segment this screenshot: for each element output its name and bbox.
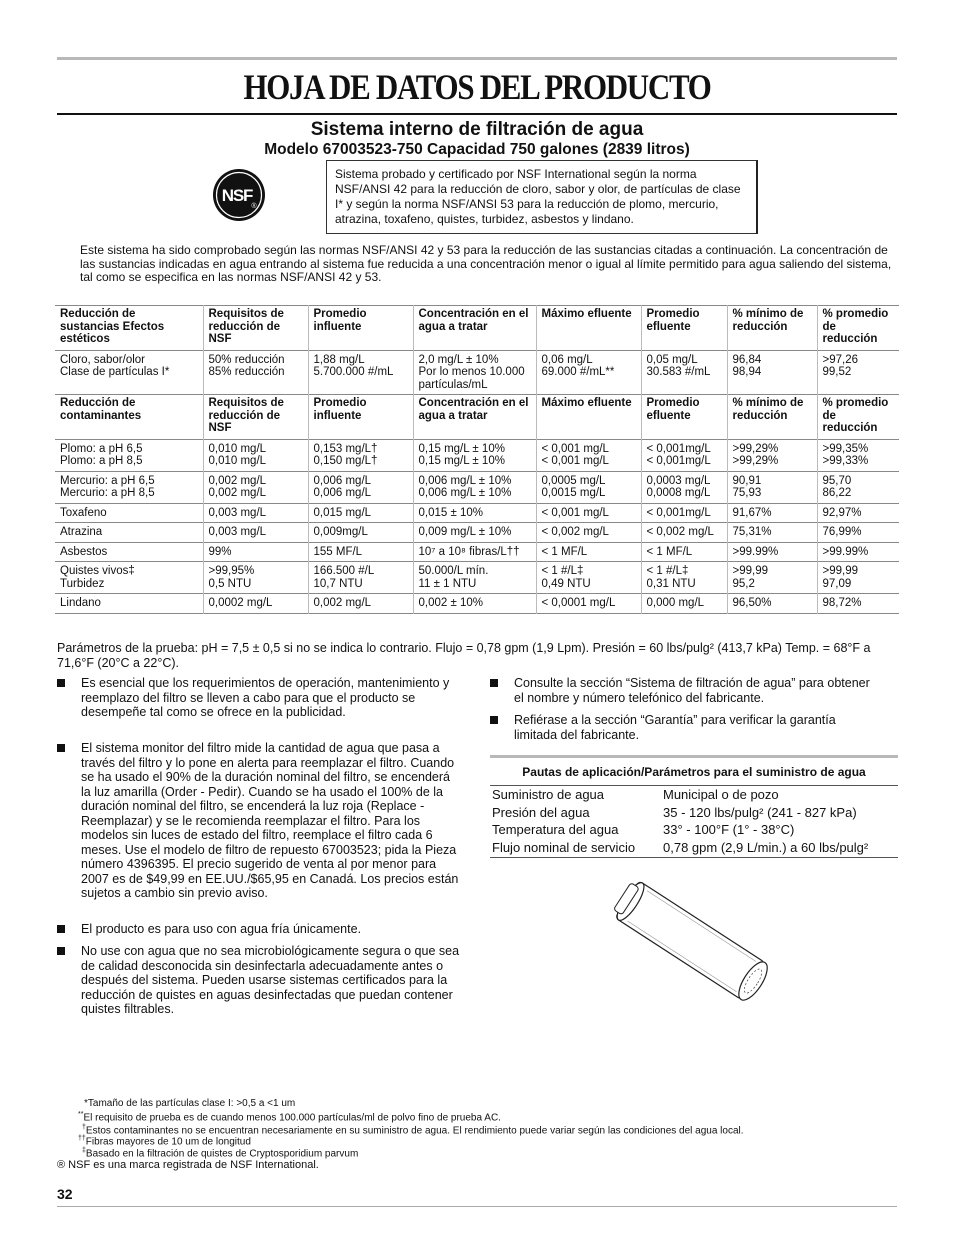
certification-box: Sistema probado y certificado por NSF International según la norma NSF/ANSI 42 para la reducción de cloro, sabor y olor, de partículas de clase I* y según la norma NSF/ANSI 53 para la reducción de plomo, mercurio, atrazina, toxafeno, quistes, turbidez, asbestos y lindano.: [326, 160, 758, 234]
table-row: [55, 523, 899, 543]
list-item-text: No use con agua que no sea microbiológicamente segura o que sea de calidad desconocida sin desinfectarla adecuadamente antes o después del sistema. Pueden usarse sistemas certificados para la reducción de quistes en aguas desinfectadas que puedan contener quistes filtrables.: [81, 944, 460, 1016]
bullet-square: [57, 947, 65, 955]
table-cell: 91,67%: [727, 503, 817, 523]
table-cell: 92,97%: [822, 506, 862, 519]
bullet-square: [57, 925, 65, 933]
table-header-cell: % promedio de reducción: [822, 397, 889, 434]
table-header-row: [55, 306, 899, 351]
footnote-4: ††Fibras mayores de 10 um de longitud: [78, 1135, 251, 1148]
section-subtitle: Sistema interno de filtración de agua: [310, 119, 644, 140]
table-cell: 0,006 mg/L ± 10% 0,006 mg/L ± 10%: [413, 471, 536, 503]
list-item: [57, 676, 462, 720]
table-row: [55, 350, 899, 395]
table-row: [55, 562, 899, 594]
table-cell: 95,70 86,22: [822, 474, 852, 499]
spec-top-rule: [490, 755, 898, 758]
table-cell: 75,31%: [727, 523, 817, 543]
top-rule: [57, 57, 897, 60]
spec-row: [492, 787, 779, 802]
table-cell: >99,99 95,2: [727, 562, 817, 594]
table-row: [55, 542, 899, 562]
table-cell: 2,0 mg/L ± 10% Por lo menos 10.000 partículas/mL: [413, 350, 536, 395]
filter-cartridge-illustration: [606, 874, 786, 1014]
performance-table: [55, 305, 899, 614]
table-cell: 0,002 mg/L 0,002 mg/L: [203, 471, 308, 503]
table-cell: 0,003 mg/L: [203, 503, 308, 523]
table-header-cell: % mínimo de reducción: [727, 395, 817, 440]
spec-label: Flujo nominal de servicio: [492, 839, 636, 855]
table-cell: 0,009 mg/L ± 10%: [413, 523, 536, 543]
table-cell: 0,06 mg/L 69.000 #/mL**: [536, 350, 641, 395]
table-cell: < 0,001 mg/L: [536, 503, 641, 523]
table-cell: >99.99%: [727, 542, 817, 562]
table-header-cell: Promedio influente: [308, 395, 413, 440]
spec-label: Presión del agua: [492, 804, 590, 820]
table-cell: 0,015 mg/L: [308, 503, 413, 523]
table-header-cell: Concentración en el agua a tratar: [413, 306, 536, 351]
table-header-cell: Reducción de sustancias Efectos estéticos: [55, 306, 203, 351]
table-cell: 155 MF/L: [308, 542, 413, 562]
table-cell: < 0,002 mg/L: [536, 523, 641, 543]
list-item-text: Consulte la sección “Sistema de filtración de agua” para obtener el nombre y número telefónico del fabricante.: [514, 676, 870, 705]
table-header-cell: % promedio de reducción: [822, 308, 889, 345]
table-cell: 0,05 mg/L 30.583 #/mL: [641, 350, 727, 395]
table-row: [55, 439, 899, 471]
table-cell: < 1 #/L‡ 0,49 NTU: [536, 562, 641, 594]
spec-value: 35 - 120 lbs/pulg² (241 - 827 kPa): [663, 804, 857, 820]
table-cell: 0,002 ± 10%: [413, 594, 536, 614]
bullet-square: [57, 744, 65, 752]
table-cell: 0,010 mg/L 0,010 mg/L: [203, 439, 308, 471]
table-cell: 0,003 mg/L: [203, 523, 308, 543]
table-cell: 0,015 ± 10%: [413, 503, 536, 523]
intro-paragraph: Este sistema ha sido comprobado según las normas NSF/ANSI 42 y 53 para la reducción de las sustancias citadas a continuación. La concentración de las sustancias indicadas en agua entrando al sistema fue reducida a una concentración menor o igual al límite permitido para agua saliendo del sistema, tal como se especifica en las normas NSF/ANSI 42 y 53.: [80, 243, 892, 284]
table-header-cell: Requisitos de reducción de NSF: [203, 306, 308, 351]
table-cell: 50% reducción 85% reducción: [203, 350, 308, 395]
table-cell: Atrazina: [55, 523, 203, 543]
table-cell: 96,50%: [727, 594, 817, 614]
spec-divider: [490, 785, 898, 786]
table-cell: < 1 MF/L: [641, 542, 727, 562]
list-item-text: Es esencial que los requerimientos de operación, mantenimiento y reemplazo del filtro se lleven a cabo para que el producto se desempeñe tal como se ofrece en la publicidad.: [81, 676, 450, 719]
list-item-text: El producto es para uso con agua fría únicamente.: [81, 922, 362, 936]
table-cell: 0,0002 mg/L: [203, 594, 308, 614]
table-cell: 50.000/L mín. 11 ± 1 NTU: [413, 562, 536, 594]
table-cell: >99,35% >99,33%: [822, 442, 869, 467]
table-cell: 0,153 mg/L† 0,150 mg/L†: [308, 439, 413, 471]
list-item-text: Refiérase a la sección “Garantía” para verificar la garantía limitada del fabricante.: [514, 713, 836, 742]
table-header-cell: Reducción de contaminantes: [55, 395, 203, 440]
table-cell: >99,95% 0,5 NTU: [203, 562, 308, 594]
spec-label: Temperatura del agua: [492, 822, 619, 837]
table-cell: 1,88 mg/L 5.700.000 #/mL: [308, 350, 413, 395]
table-row: [55, 503, 899, 523]
table-cell: < 0,001mg/L: [641, 503, 727, 523]
spec-table-title: Pautas de aplicación/Parámetros para el suministro de agua: [522, 765, 866, 779]
test-parameters: Parámetros de la prueba: pH = 7,5 ± 0,5 si no se indica lo contrario. Flujo = 0,78 gpm (1,9 Lpm). Presión = 60 lbs/pulg² (413,7 kPa) Temp. = 68°F a 71,6°F (20°C a 22°C).: [57, 641, 871, 670]
footnote-1: *Tamaño de las partículas clase I: >0,5 a <1 um: [84, 1098, 296, 1109]
table-cell: >97,26 99,52: [822, 353, 858, 378]
table-row: [55, 471, 899, 503]
table-header-row: [55, 395, 899, 440]
spec-value: 33° - 100°F (1° - 38°C): [663, 822, 795, 837]
list-item: [57, 741, 462, 901]
trademark-note: ® NSF es una marca registrada de NSF International.: [57, 1159, 319, 1171]
nsf-logo-mark: ®: [251, 203, 257, 210]
table-cell: Mercurio: a pH 6,5 Mercurio: a pH 8,5: [55, 471, 203, 503]
list-item: [490, 676, 880, 705]
footnote-2: **El requisito de prueba es de cuando menos 100.000 partículas/ml de polvo fino de prueba AC.: [78, 1111, 501, 1124]
table-cell: Cloro, sabor/olor Clase de partículas I*: [55, 350, 203, 395]
table-cell: 98,72%: [822, 597, 862, 609]
nsf-logo: [212, 168, 266, 222]
spec-bottom-rule: [490, 857, 898, 858]
nsf-logo-text: NSF: [221, 186, 253, 205]
table-header-cell: Máximo efluente: [536, 306, 641, 351]
table-cell: < 1 #/L‡ 0,31 NTU: [641, 562, 727, 594]
table-cell: 0,15 mg/L ± 10% 0,15 mg/L ± 10%: [413, 439, 536, 471]
table-cell: 0,006 mg/L 0,006 mg/L: [308, 471, 413, 503]
table-cell: < 0,001mg/L < 0,001mg/L: [641, 439, 727, 471]
list-item: [57, 922, 462, 937]
table-cell: >99,29% >99,29%: [727, 439, 817, 471]
table-cell: 166.500 #/L 10,7 NTU: [308, 562, 413, 594]
table-cell: < 1 MF/L: [536, 542, 641, 562]
table-header-cell: Máximo efluente: [536, 395, 641, 440]
table-header-cell: Requisitos de reducción de NSF: [203, 395, 308, 440]
table-header-cell: % mínimo de reducción: [727, 306, 817, 351]
table-cell: < 0,002 mg/L: [641, 523, 727, 543]
table-cell: 0,000 mg/L: [641, 594, 727, 614]
table-header-cell: Concentración en el agua a tratar: [413, 395, 536, 440]
table-cell: >99,99 97,09: [822, 565, 858, 590]
page-number: 32: [57, 1186, 73, 1202]
title-rule: [57, 113, 897, 115]
list-item: [57, 944, 462, 1017]
table-cell: < 0,0001 mg/L: [536, 594, 641, 614]
spec-row: [492, 822, 794, 837]
table-cell: 0,0003 mg/L 0,0008 mg/L: [641, 471, 727, 503]
table-cell: 0,0005 mg/L 0,0015 mg/L: [536, 471, 641, 503]
table-header-cell: Promedio efluente: [641, 395, 727, 440]
page-title: HOJA DE DATOS DEL PRODUCTO: [243, 67, 711, 107]
table-cell: 76,99%: [822, 526, 862, 538]
table-header-cell: Promedio efluente: [641, 306, 727, 351]
table-cell: < 0,001 mg/L < 0,001 mg/L: [536, 439, 641, 471]
bullet-square: [490, 716, 498, 724]
table-cell: 10⁷ a 10⁸ fibras/L††: [413, 542, 536, 562]
spec-value: 0,78 gpm (2,9 L/min.) a 60 lbs/pulg²: [663, 839, 869, 855]
bullet-square: [490, 679, 498, 687]
footnote-3: †Estos contaminantes no se encuentran necesariamente en su suministro de agua. El rendimiento puede variar según las condiciones del agua local.: [82, 1124, 744, 1137]
list-item-text: El sistema monitor del filtro mide la cantidad de agua que pasa a través del filtro y lo pone en alerta para reemplazar el filtro. Cuando se ha usado el 90% de la duración nominal del filtro, se encenderá la luz amarilla (Order - Pedir). Cuando se ha usado el 100% de la duración nominal del filtro, se encenderá la luz roja (Replace - Reemplazar) y se le recomienda reemplazar el filtro. Para los modelos sin luces de estado del filtro, reemplace el filtro cada 6 meses. Use el modelo de filtro de repuesto 67003523; pida la Pieza número 4396395. El precio sugerido de venta al por menor para 2007 es de $49,99 en EE.UU./$65,95 en Canadá. Los precios están sujetos a cambio sin previo aviso.: [81, 741, 459, 900]
table-header-cell: Promedio influente: [308, 306, 413, 351]
table-cell: Quistes vivos‡ Turbidez: [55, 562, 203, 594]
table-cell: 99%: [203, 542, 308, 562]
bullet-square: [57, 679, 65, 687]
table-cell: 90,91 75,93: [727, 471, 817, 503]
model-line: Modelo 67003523-750 Capacidad 750 galones (2839 litros): [264, 141, 690, 158]
table-cell: 0,009mg/L: [308, 523, 413, 543]
table-cell: 96,84 98,94: [727, 350, 817, 395]
table-cell: 0,002 mg/L: [308, 594, 413, 614]
table-cell: Asbestos: [55, 542, 203, 562]
spec-label: Suministro de agua: [492, 787, 605, 802]
table-cell: Toxafeno: [55, 503, 203, 523]
footnote-5: ‡Basado en la filtración de quistes de Cryptosporidium parvum: [82, 1147, 359, 1160]
table-row: [55, 594, 899, 614]
table-cell: Lindano: [55, 594, 203, 614]
spec-value: Municipal o de pozo: [663, 787, 779, 802]
spec-row: [492, 805, 857, 820]
table-cell: >99.99%: [822, 545, 869, 558]
bottom-rule: [57, 1206, 897, 1207]
table-cell: Plomo: a pH 6,5 Plomo: a pH 8,5: [55, 439, 203, 471]
list-item: [490, 713, 880, 742]
spec-row: [492, 840, 868, 855]
